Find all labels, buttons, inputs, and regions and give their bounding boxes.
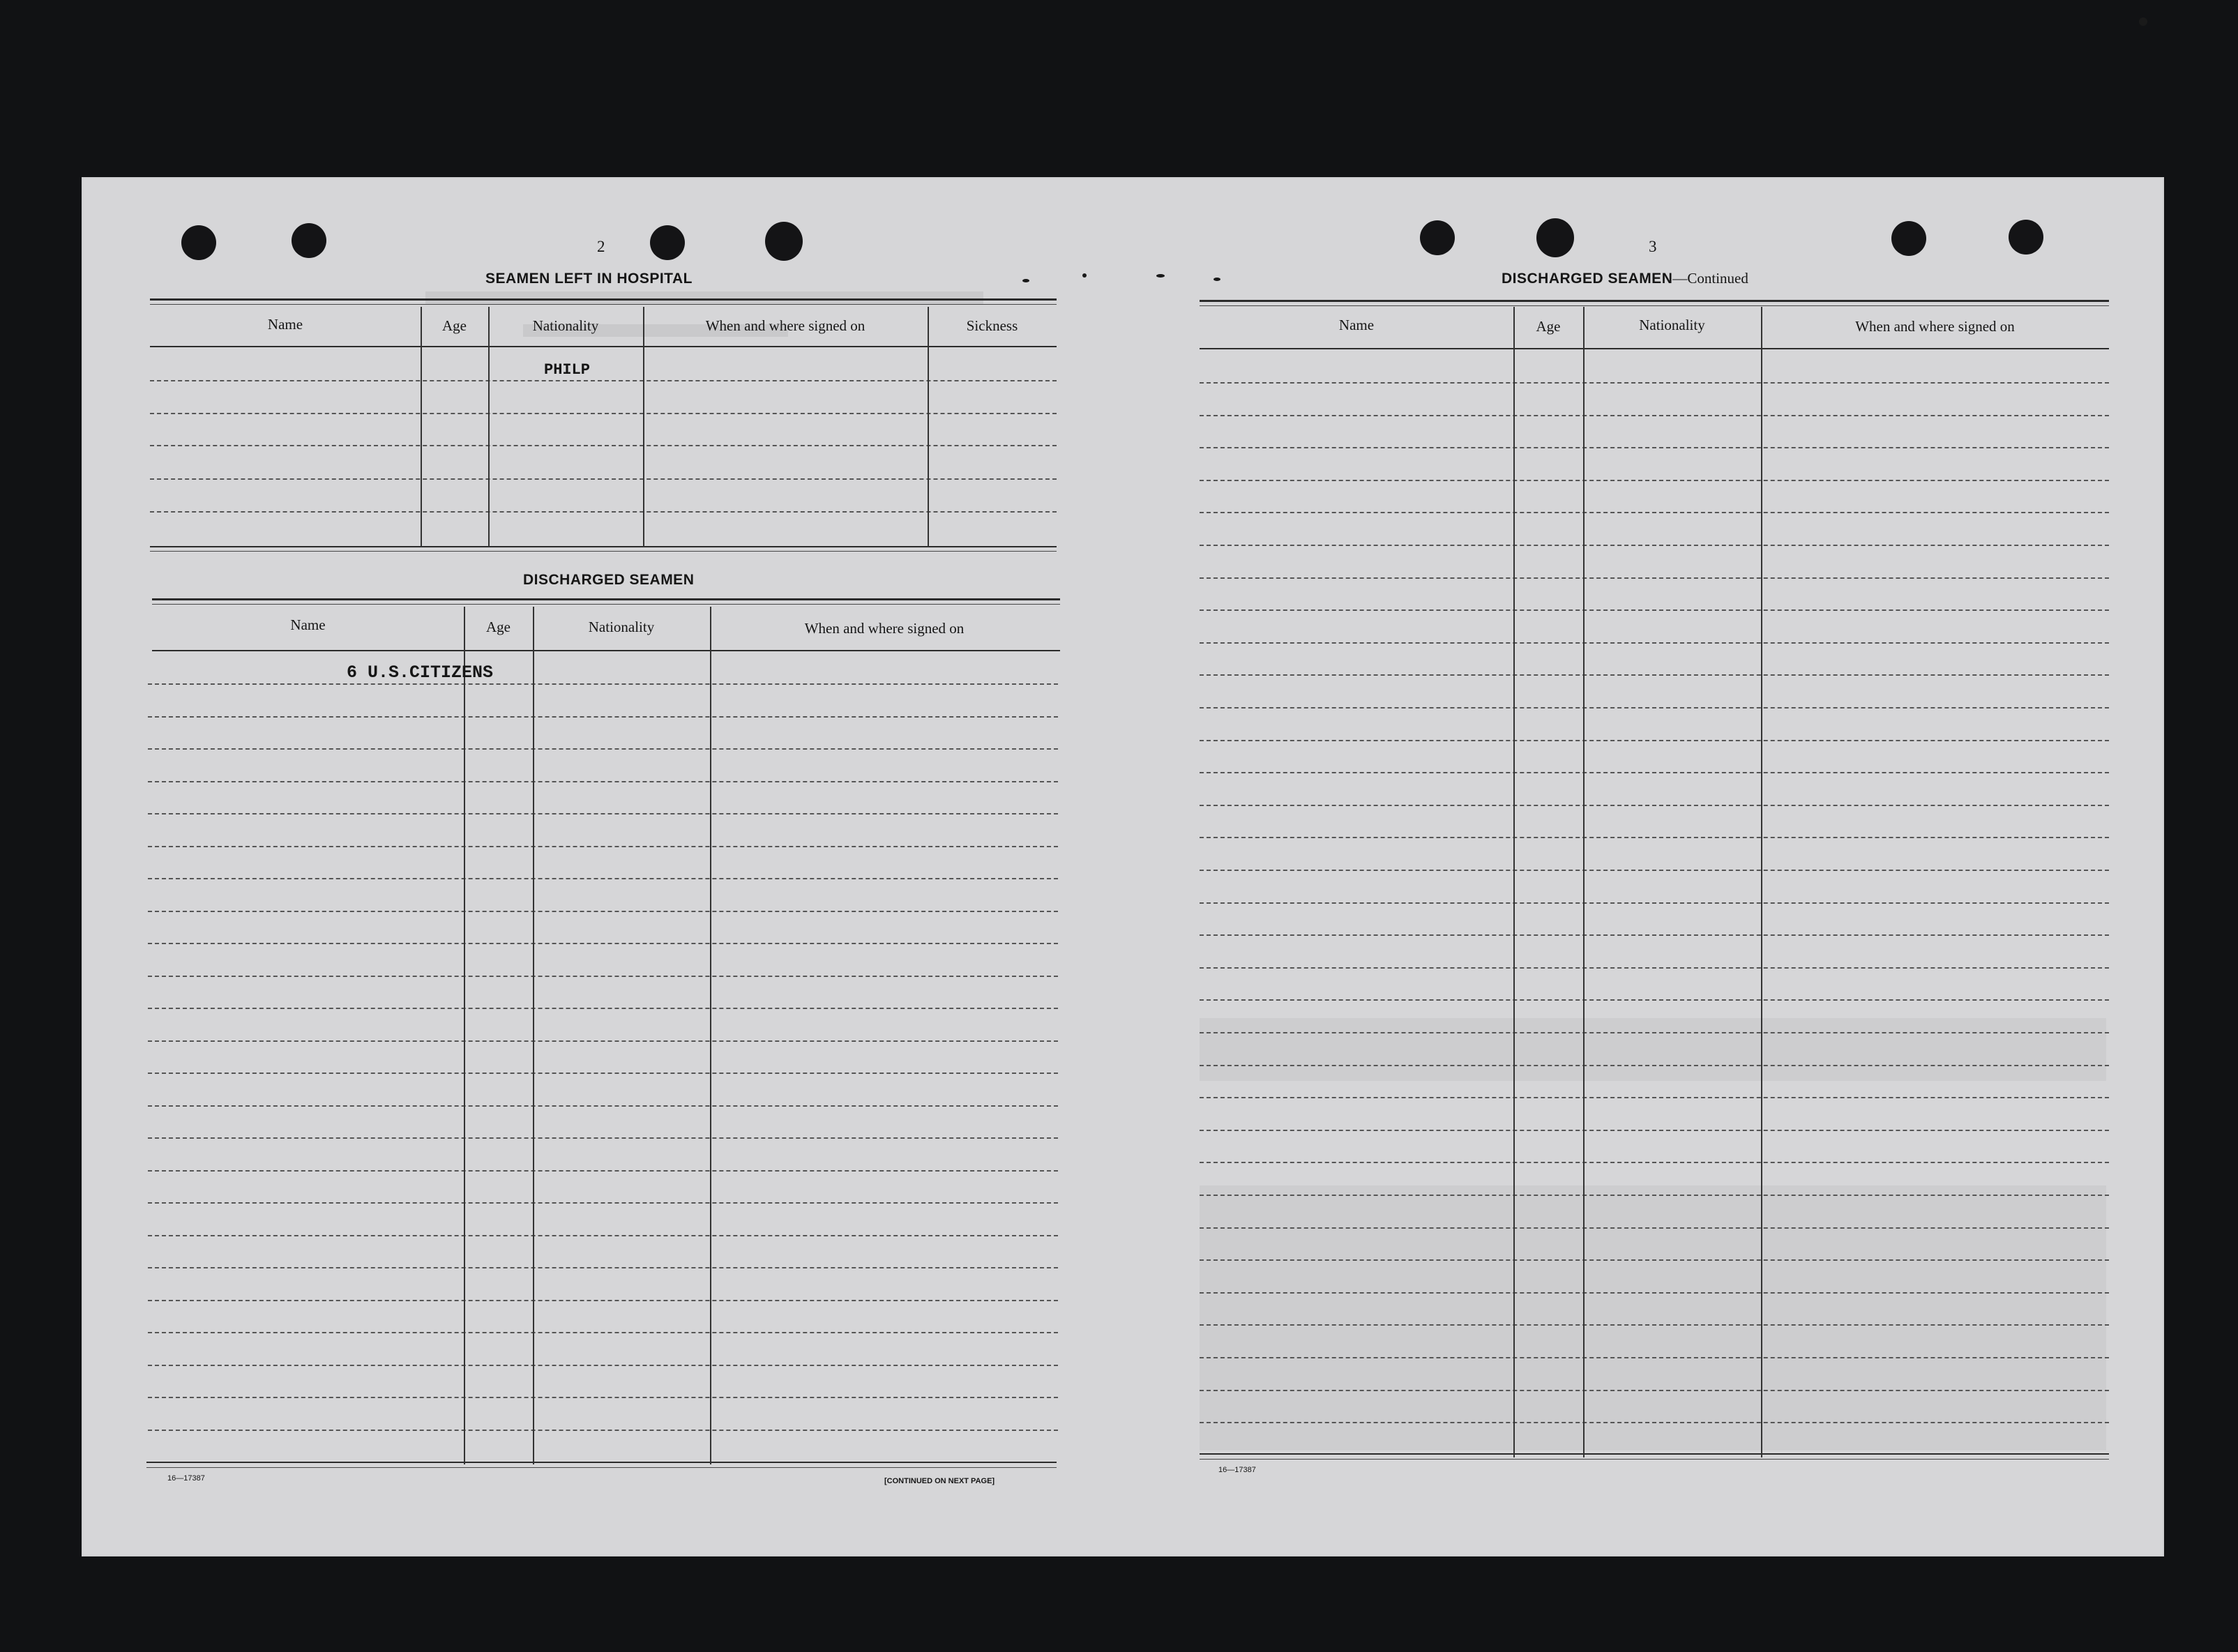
hospital-table-bottom-rule — [150, 546, 1057, 547]
discharged-table-top-rule-2 — [152, 604, 1060, 605]
form-number-left: 16—17387 — [167, 1474, 205, 1483]
discharged-col-age: Age — [486, 619, 511, 635]
discharged-col-nationality: Nationality — [588, 619, 655, 635]
table-row-line — [148, 1137, 1058, 1139]
right-col-divider — [1513, 307, 1515, 1457]
table-row-line — [1200, 447, 2109, 448]
table-row-line — [1200, 674, 2109, 676]
hospital-table-top-rule-2 — [150, 304, 1057, 305]
punch-hole — [2009, 220, 2043, 255]
table-row-line — [148, 683, 1058, 685]
right-col-divider — [1761, 307, 1762, 1457]
right-table-top-rule-2 — [1200, 305, 2109, 306]
table-row-line — [1200, 805, 2109, 806]
hospital-col-name: Name — [267, 316, 303, 333]
ink-speck — [1022, 279, 1029, 282]
hospital-col-divider — [643, 307, 644, 547]
right-table-bottom-rule — [1200, 1453, 2109, 1455]
punch-hole — [1536, 218, 1574, 257]
table-row-line — [1200, 382, 2109, 384]
table-row-line — [1200, 577, 2109, 579]
table-row-line — [1200, 1162, 2109, 1163]
table-row-line — [1200, 1195, 2109, 1196]
ink-speck — [1213, 278, 1220, 281]
table-row-line — [1200, 837, 2109, 838]
table-row-line — [1200, 1097, 2109, 1098]
table-row-line — [148, 781, 1058, 782]
hospital-section-title: SEAMEN LEFT IN HOSPITAL — [485, 271, 693, 287]
table-row-line — [1200, 1390, 2109, 1391]
hospital-row-line — [150, 380, 1057, 381]
table-row-line — [148, 1397, 1058, 1398]
discharged-col-divider — [533, 607, 534, 1464]
discharged-col-name: Name — [290, 616, 326, 633]
table-row-line — [148, 716, 1058, 718]
table-row-line — [148, 1267, 1058, 1268]
right-title-main: DISCHARGED SEAMEN — [1502, 271, 1673, 287]
bleed-through-mark — [1200, 1185, 2106, 1450]
hospital-row-line — [150, 445, 1057, 446]
punch-hole — [181, 225, 216, 260]
table-row-line — [1200, 1292, 2109, 1294]
right-section-title — [1502, 270, 1748, 287]
hospital-col-age: Age — [442, 317, 467, 334]
hospital-col-divider — [421, 307, 422, 547]
table-row-line — [1200, 1324, 2109, 1326]
right-table-bottom-rule-2 — [1200, 1459, 2109, 1460]
form-number-right: 16—17387 — [1218, 1466, 1256, 1474]
table-row-line — [148, 1170, 1058, 1172]
table-row-line — [148, 748, 1058, 750]
table-row-line — [148, 878, 1058, 879]
discharged-col-divider — [464, 607, 465, 1464]
table-row-line — [1200, 967, 2109, 969]
table-row-line — [1200, 609, 2109, 611]
continued-note: [CONTINUED ON NEXT PAGE] — [884, 1477, 995, 1485]
table-row-line — [148, 976, 1058, 977]
right-table-top-rule — [1200, 300, 2109, 302]
right-col-name: Name — [1338, 317, 1375, 333]
table-row-line — [1200, 1357, 2109, 1358]
right-col-signed-on: When and where signed on — [1855, 318, 2015, 335]
hospital-col-sickness: Sickness — [966, 317, 1018, 334]
discharged-table-top-rule — [152, 598, 1060, 600]
table-row-line — [148, 1332, 1058, 1333]
table-row-line — [1200, 545, 2109, 546]
table-row-line — [148, 1008, 1058, 1009]
right-col-divider — [1583, 307, 1585, 1457]
discharged-section-title: DISCHARGED SEAMEN — [523, 572, 695, 588]
table-row-line — [148, 1105, 1058, 1107]
table-row-line — [148, 1235, 1058, 1236]
right-col-nationality: Nationality — [1639, 317, 1705, 333]
table-row-line — [1200, 999, 2109, 1001]
table-row-line — [148, 1202, 1058, 1204]
hospital-col-divider — [488, 307, 490, 547]
right-col-age: Age — [1536, 318, 1561, 335]
page-number-left: 2 — [597, 238, 605, 255]
bleed-through-mark — [1200, 1018, 2106, 1081]
hospital-header-rule — [150, 346, 1057, 347]
table-row-line — [148, 813, 1058, 814]
table-row-line — [1200, 1032, 2109, 1033]
table-row-line — [1200, 512, 2109, 513]
hospital-row-line — [150, 511, 1057, 513]
punch-hole — [292, 223, 326, 258]
punch-hole — [650, 225, 685, 260]
discharged-table-bottom-rule-2 — [146, 1467, 1057, 1468]
hospital-col-signed-on: When and where signed on — [705, 317, 865, 334]
discharged-col-divider — [710, 607, 711, 1464]
table-row-line — [148, 846, 1058, 847]
ink-speck — [1082, 273, 1087, 278]
ink-speck — [2139, 17, 2147, 26]
table-row-line — [148, 1040, 1058, 1042]
table-row-line — [148, 1300, 1058, 1301]
punch-hole — [1420, 220, 1455, 255]
table-row-line — [1200, 1065, 2109, 1066]
hospital-typed-entry: PHILP — [544, 361, 591, 379]
table-row-line — [1200, 480, 2109, 481]
punch-hole — [765, 222, 803, 261]
table-row-line — [1200, 1422, 2109, 1423]
table-row-line — [148, 1073, 1058, 1074]
right-header-rule — [1200, 348, 2109, 349]
table-row-line — [1200, 415, 2109, 416]
table-row-line — [148, 911, 1058, 912]
hospital-table-top-rule — [150, 298, 1057, 301]
discharged-table-bottom-rule — [146, 1462, 1057, 1463]
ink-speck — [1156, 274, 1165, 278]
table-row-line — [1200, 1227, 2109, 1229]
table-row-line — [1200, 642, 2109, 644]
discharged-typed-entry: 6 U.S.CITIZENS — [347, 662, 494, 683]
table-row-line — [1200, 902, 2109, 904]
table-row-line — [1200, 1130, 2109, 1131]
hospital-row-line — [150, 413, 1057, 414]
table-row-line — [1200, 772, 2109, 773]
table-row-line — [148, 1430, 1058, 1431]
discharged-header-rule — [152, 650, 1060, 651]
table-row-line — [1200, 934, 2109, 936]
hospital-col-divider — [928, 307, 929, 547]
table-row-line — [148, 1365, 1058, 1366]
punch-hole — [1891, 221, 1926, 256]
hospital-col-nationality: Nationality — [532, 317, 599, 334]
hospital-row-line — [150, 478, 1057, 480]
right-title-suffix: —Continued — [1672, 270, 1748, 287]
table-row-line — [148, 943, 1058, 944]
table-row-line — [1200, 740, 2109, 741]
table-row-line — [1200, 1259, 2109, 1261]
hospital-table-bottom-rule-2 — [150, 551, 1057, 552]
table-row-line — [1200, 870, 2109, 871]
bleed-through-mark — [425, 291, 983, 304]
table-row-line — [1200, 707, 2109, 708]
page-number-right: 3 — [1649, 238, 1657, 255]
discharged-col-signed-on: When and where signed on — [804, 620, 965, 637]
